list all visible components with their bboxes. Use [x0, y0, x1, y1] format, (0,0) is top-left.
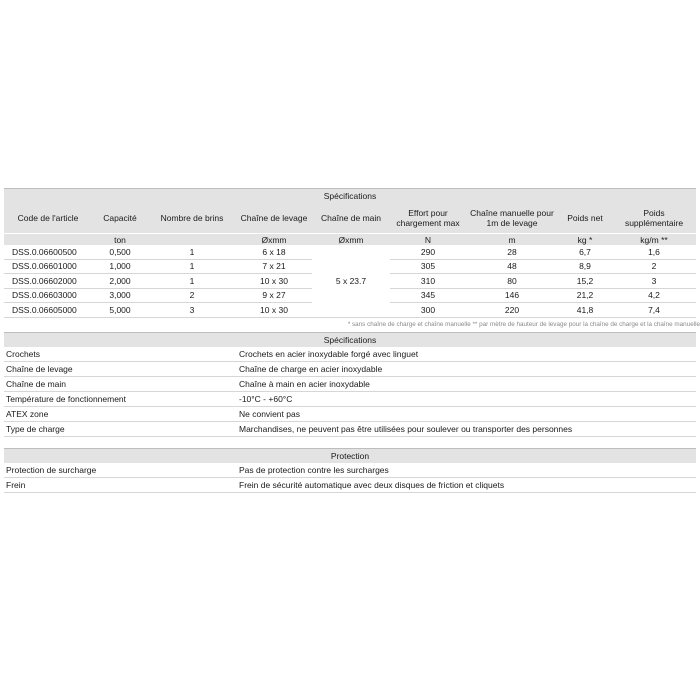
cell-capacity: 2,000: [92, 274, 148, 289]
unit-hand-chain: Øxmm: [312, 234, 390, 246]
cell-load-chain: 9 x 27: [236, 288, 312, 303]
cell-extra-weight: 7,4: [612, 303, 696, 318]
specs-section-title: Spécifications: [4, 332, 696, 347]
spec-value: Ne convient pas: [237, 406, 696, 421]
cell-effort: 345: [390, 288, 466, 303]
spec-key: Crochets: [4, 347, 237, 362]
cell-load-chain: 7 x 21: [236, 259, 312, 274]
cell-hand-chain-length: 146: [466, 288, 558, 303]
protection-row-overload: [4, 463, 696, 478]
spec-row-atex: [4, 406, 696, 421]
spec-value: Pas de protection contre les surcharges: [237, 463, 696, 478]
spec-value: Chaîne à main en acier inoxydable: [237, 376, 696, 391]
spec-value: Chaîne de charge en acier inoxydable: [237, 361, 696, 376]
spec-key: Protection de surcharge: [4, 463, 237, 478]
cell-capacity: 1,000: [92, 259, 148, 274]
spec-table-units-row: [4, 234, 696, 246]
cell-capacity: 5,000: [92, 303, 148, 318]
unit-hand-chain-length: m: [466, 234, 558, 246]
cell-capacity: 0,500: [92, 245, 148, 259]
cell-hand-chain-length: 28: [466, 245, 558, 259]
cell-code: DSS.0.06602000: [4, 274, 92, 289]
cell-hand-chain-length: 80: [466, 274, 558, 289]
table-footnote: * sans chaîne de charge et chaîne manuelle ** par mètre de hauteur de levage pour la chaîne de charge et la chaîne manuelle: [347, 320, 700, 328]
protection-row-brake: [4, 477, 696, 492]
table-row: [4, 245, 696, 259]
spec-key: ATEX zone: [4, 406, 237, 421]
spec-key: Type de charge: [4, 421, 237, 436]
product-specs: [4, 188, 700, 493]
cell-net-weight: 8,9: [558, 259, 612, 274]
cell-net-weight: 6,7: [558, 245, 612, 259]
spec-row-temperature: [4, 391, 696, 406]
col-header-extra-weight: Poids supplémentaire: [612, 203, 696, 234]
spec-value: -10°C - +60°C: [237, 391, 696, 406]
spec-key: Chaîne de main: [4, 376, 237, 391]
col-header-effort: Effort pour chargement max: [390, 203, 466, 234]
cell-code: DSS.0.06600500: [4, 245, 92, 259]
cell-extra-weight: 3: [612, 274, 696, 289]
col-header-load-chain: Chaîne de levage: [236, 203, 312, 234]
cell-net-weight: 15,2: [558, 274, 612, 289]
unit-extra-weight: kg/m **: [612, 234, 696, 246]
cell-code: DSS.0.06603000: [4, 288, 92, 303]
col-header-hand-chain: Chaîne de main: [312, 203, 390, 234]
cell-capacity: 3,000: [92, 288, 148, 303]
cell-net-weight: 21,2: [558, 288, 612, 303]
spec-value: Marchandises, ne peuvent pas être utilisées pour soulever ou transporter des personnes: [237, 421, 696, 436]
spec-table-title: Spécifications: [4, 188, 696, 203]
spec-row-hand-chain: [4, 376, 696, 391]
section-spacer: [4, 437, 696, 448]
spec-row-load-chain: [4, 361, 696, 376]
unit-load-chain: Øxmm: [236, 234, 312, 246]
cell-falls: 3: [148, 303, 236, 318]
spec-key: Température de fonctionnement: [4, 391, 237, 406]
cell-code: DSS.0.06605000: [4, 303, 92, 318]
cell-falls: 1: [148, 259, 236, 274]
unit-code: [4, 234, 92, 246]
unit-falls: [148, 234, 236, 246]
cell-load-chain: 10 x 30: [236, 303, 312, 318]
spec-key: Frein: [4, 477, 237, 492]
spec-key: Chaîne de levage: [4, 361, 237, 376]
spec-value: Crochets en acier inoxydable forgé avec linguet: [237, 347, 696, 362]
protection-list: [4, 463, 696, 493]
unit-capacity: ton: [92, 234, 148, 246]
cell-falls: 1: [148, 274, 236, 289]
cell-extra-weight: 4,2: [612, 288, 696, 303]
spec-row-load-type: [4, 421, 696, 436]
protection-section-title: Protection: [4, 448, 696, 463]
cell-hand-chain-length: 220: [466, 303, 558, 318]
cell-hand-chain-length: 48: [466, 259, 558, 274]
unit-effort: N: [390, 234, 466, 246]
cell-effort: 305: [390, 259, 466, 274]
specs-list: [4, 347, 696, 437]
cell-hand-chain: 5 x 23.7: [312, 245, 390, 317]
col-header-hand-chain-length: Chaîne manuelle pour 1m de levage: [466, 203, 558, 234]
spec-value: Frein de sécurité automatique avec deux disques de friction et cliquets: [237, 477, 696, 492]
spec-table: [4, 203, 696, 318]
unit-net-weight: kg *: [558, 234, 612, 246]
col-header-falls: Nombre de brins: [148, 203, 236, 234]
col-header-capacity: Capacité: [92, 203, 148, 234]
col-header-net-weight: Poids net: [558, 203, 612, 234]
col-header-code: Code de l'article: [4, 203, 92, 234]
cell-load-chain: 6 x 18: [236, 245, 312, 259]
cell-extra-weight: 2: [612, 259, 696, 274]
cell-load-chain: 10 x 30: [236, 274, 312, 289]
spec-row-hooks: [4, 347, 696, 362]
cell-falls: 1: [148, 245, 236, 259]
cell-falls: 2: [148, 288, 236, 303]
cell-net-weight: 41,8: [558, 303, 612, 318]
spec-table-header-row: [4, 203, 696, 234]
cell-code: DSS.0.06601000: [4, 259, 92, 274]
cell-effort: 300: [390, 303, 466, 318]
cell-effort: 310: [390, 274, 466, 289]
cell-effort: 290: [390, 245, 466, 259]
cell-extra-weight: 1,6: [612, 245, 696, 259]
